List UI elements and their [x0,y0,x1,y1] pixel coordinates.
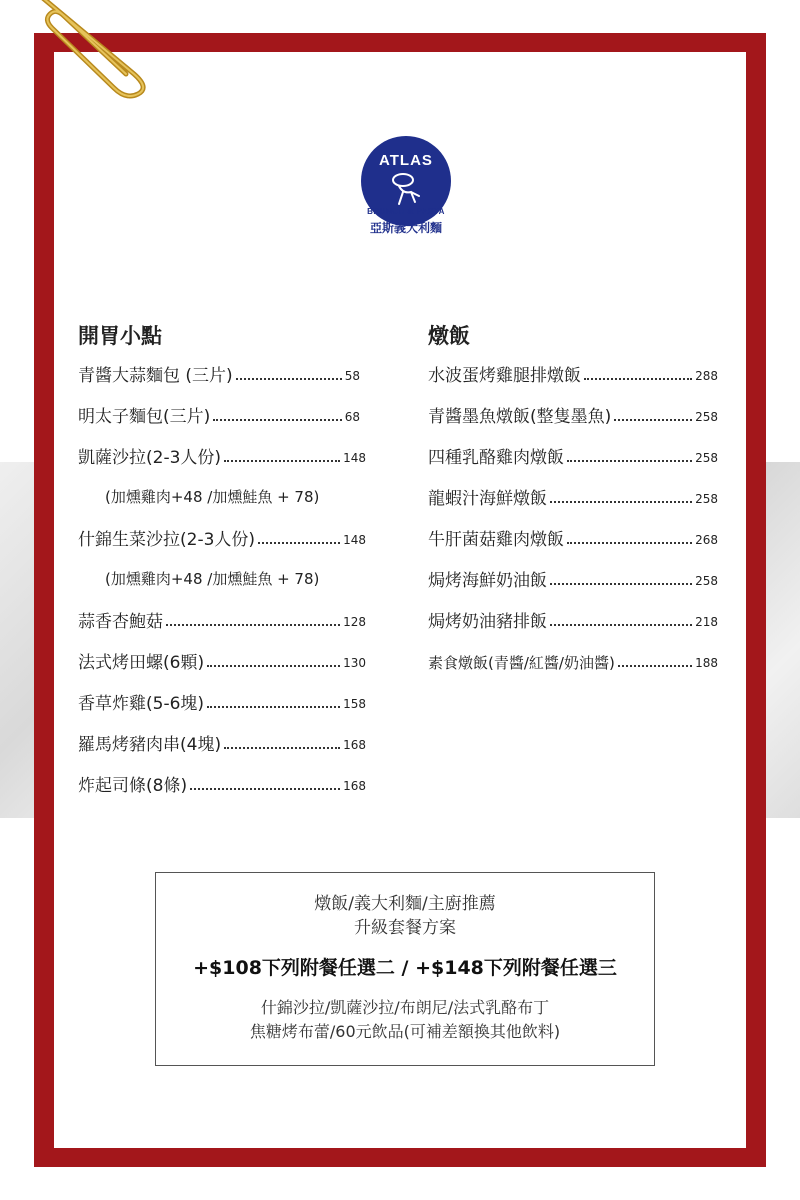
menu-item [78,768,366,796]
risotto-title: 燉飯 [428,324,470,348]
menu-item [428,358,718,386]
leader-dots [550,583,692,585]
set-meal-heading: 升級套餐方案 [354,918,456,938]
item-name: 香草炸雞(5-6塊) [78,694,205,714]
item-name: 素食燉飯(青醬/紅醬/奶油醬) [428,654,615,672]
item-name: 明太子麵包(三片) [78,407,211,427]
leader-dots [207,706,340,708]
item-name: 炸起司條(8條) [78,776,188,796]
leader-dots [224,460,340,462]
leader-dots [190,788,340,790]
set-meal-options-line2: 焦糖烤布蕾/60元飲品(可補差額換其他飲料) [249,1022,561,1041]
leader-dots [614,419,692,421]
paperclip-icon [30,0,160,100]
item-price: 68 [344,410,360,424]
leader-dots [166,624,340,626]
set-meal-box [155,872,655,1066]
item-name: 凱薩沙拉(2-3人份) [78,448,222,468]
item-name: 焗烤奶油豬排飯 [428,612,547,632]
item-note: (加燻雞肉+48 /加燻鮭魚 + 78) [105,570,320,588]
menu-item [78,686,366,714]
leader-dots [550,624,692,626]
logo-subtitle: BRUNCH & PASTA [367,207,445,216]
leader-dots [224,747,340,749]
item-price: 258 [695,574,718,588]
leader-dots [550,501,692,503]
item-price: 158 [343,697,366,711]
set-meal-categories: 燉飯/義大利麵/主廚推薦 [314,894,496,914]
item-note: (加燻雞肉+48 /加燻鮭魚 + 78) [105,488,320,506]
item-price: 130 [343,656,366,670]
logo-title: ATLAS [379,152,433,169]
set-meal-options-line1: 什錦沙拉/凱薩沙拉/布朗尼/法式乳酪布丁 [260,998,550,1017]
leader-dots [618,665,692,667]
menu-item [78,522,366,550]
item-name: 羅馬烤豬肉串(4塊) [78,735,222,755]
item-price: 148 [343,451,366,465]
menu-item [428,522,718,550]
item-name: 四種乳酪雞肉燉飯 [428,448,564,468]
item-price: 268 [695,533,718,547]
item-price: 168 [343,779,366,793]
item-price: 58 [344,369,360,383]
item-name: 什錦生菜沙拉(2-3人份) [78,530,256,550]
item-price: 258 [695,451,718,465]
item-name: 法式烤田螺(6顆) [78,653,205,673]
item-price: 148 [343,533,366,547]
menu-item [78,399,360,427]
item-name: 龍蝦汁海鮮燉飯 [428,489,547,509]
menu-item [428,604,718,632]
item-price: 218 [695,615,718,629]
item-name: 焗烤海鮮奶油飯 [428,571,547,591]
menu-item [78,727,366,755]
item-name: 蒜香杏鮑菇 [78,612,163,632]
item-name: 水波蛋烤雞腿排燉飯 [428,366,581,386]
leader-dots [207,665,340,667]
item-price: 258 [695,492,718,506]
menu-item [428,563,718,591]
leader-dots [236,378,342,380]
item-name: 青醬墨魚燉飯(整隻墨魚) [428,407,612,427]
menu-item [78,604,366,632]
leader-dots [567,542,692,544]
leader-dots [584,378,692,380]
item-price: 188 [695,656,718,670]
atlas-figure-icon [389,172,423,208]
item-price: 288 [695,369,718,383]
item-price: 168 [343,738,366,752]
item-name: 青醬大蒜麵包 (三片) [78,366,233,386]
item-name: 牛肝菌菇雞肉燉飯 [428,530,564,550]
menu-item [78,645,366,673]
leader-dots [258,542,340,544]
item-price: 128 [343,615,366,629]
item-price: 258 [695,410,718,424]
menu-item [78,440,366,468]
menu-item [428,440,718,468]
leader-dots [213,419,341,421]
appetizers-title: 開胃小點 [78,324,162,348]
menu-item [428,481,718,509]
leader-dots [567,460,692,462]
menu-item [78,358,360,386]
set-meal-offer: +$108下列附餐任選二 / +$148下列附餐任選三 [193,957,617,979]
menu-item [428,399,718,427]
menu-item [428,645,718,673]
logo-chinese-name: 亞斯義大利麵 [369,221,442,235]
